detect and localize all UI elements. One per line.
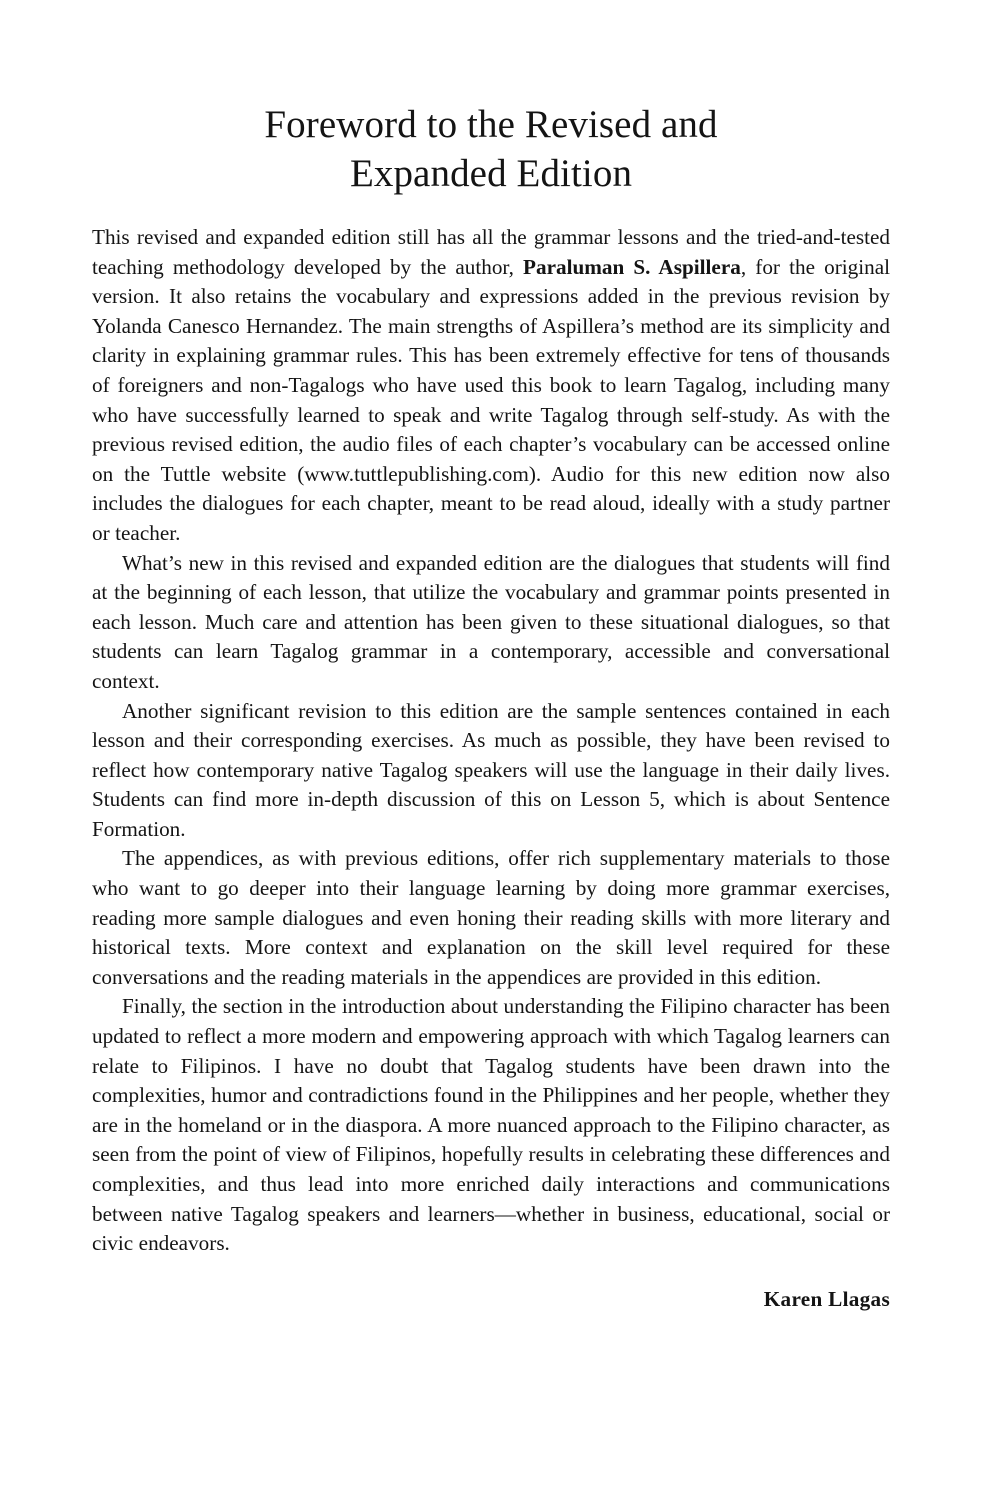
emphasized-text: Paraluman S. Aspillera	[523, 254, 741, 279]
page-content	[92, 0, 890, 1314]
author-signature: Karen Llagas	[763, 1286, 890, 1311]
paragraph: Finally, the section in the introduction about understanding the Filipino character has been updated to reflect a more modern and empowering approach with which Tagalog learners can relate to Filipinos. I have no doubt that Tagalog students have been drawn into the complexities, humor and contradictions found in the Philippines and her people, whether they are in the homeland or in the diaspora. A more nuanced approach to the Filipino character, as seen from the point of view of Filipinos, hopefully results in celebrating these differences and complexities, and thus lead into more enriched daily interactions and communications between native Tagalog speakers and learners—whether in business, educational, social or civic endeavors.	[92, 994, 890, 1256]
paragraph: The appendices, as with previous editions, offer rich supplementary materials to those who want to go deeper into their language learning by doing more grammar exercises, reading more sample dialogues and even honing their reading skills with more literary and historical texts. More context and explanation on the skill level required for these conversations and the reading materials in the appendices are provided in this edition.	[92, 846, 890, 989]
foreword-body	[92, 223, 890, 1259]
paragraph: Another significant revision to this edition are the sample sentences contained in each lesson and their corresponding exercises. As much as possible, they have been revised to reflect how contemporary native Tagalog speakers will use the language in their daily lives. Students can find more in-depth discussion of this on Lesson 5, which is about Sentence Formation.	[92, 698, 890, 841]
page-title	[92, 0, 890, 198]
paragraph: What’s new in this revised and expanded edition are the dialogues that students will find at the beginning of each lesson, that utilize the vocabulary and grammar points presented in each lesson. Much care and attention has been given to these situational dialogues, so that students can learn Tagalog grammar in a contemporary, accessible and conversational context.	[92, 550, 890, 693]
page-title-line-1: Foreword to the Revised and	[264, 103, 718, 146]
page-title-line-2: Expanded Edition	[349, 152, 633, 195]
paragraph: This revised and expanded edition still has all the grammar lessons and the tried-and-tested teaching methodology developed by the author, Paraluman S. Aspillera, for the original version. It also retains the vocabulary and expressions added in the previous revision by Yolanda Canesco Hernandez. The main strengths of Aspillera’s method are its simplicity and clarity in explaining grammar rules. This has been extremely effective for tens of thousands of foreigners and non-Tagalogs who have used this book to learn Tagalog, including many who have successfully learned to speak and write Tagalog through self-study. As with the previous revised edition, the audio files of each chapter’s vocabulary can be accessed online on the Tuttle website (www.tuttlepublishing.com). Audio for this new edition now also includes the dialogues for each chapter, meant to be read aloud, ideally with a study partner or teacher.	[92, 225, 891, 545]
